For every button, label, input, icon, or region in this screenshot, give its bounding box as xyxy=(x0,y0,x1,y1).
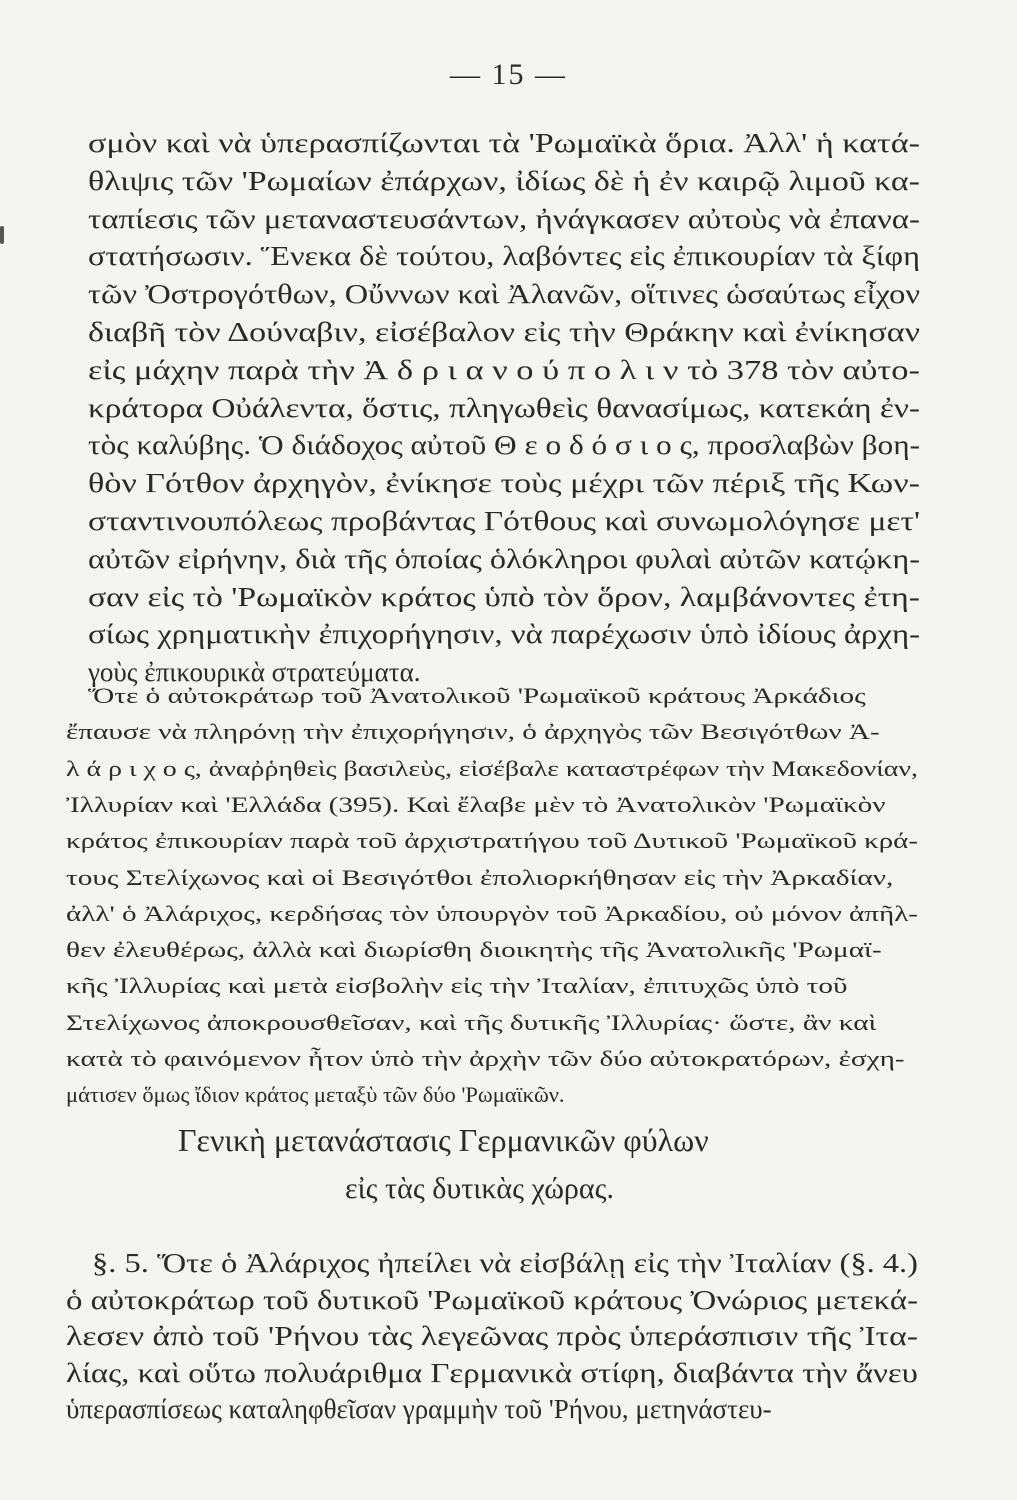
para1-line: ταπίεσις τῶν μεταναστευσάντων, ἠνάγκασεν αὐτοὺς νὰ ἐπανα- xyxy=(88,203,920,234)
para1-line: σίως χρηματικὴν ἐπιχορήγησιν, νὰ παρέχωσιν ὑπὸ ἰδίους ἀρχη- xyxy=(88,619,920,650)
para2-line: κῆς Ἰλλυρίας καὶ μετὰ εἰσβολὴν εἰς τὴν Ἰταλίαν, ἐπιτυχῶς ὑπὸ τοῦ xyxy=(66,973,848,999)
para1-line: σταντινουπόλεως προβάντας Γότθους καὶ συνωμολόγησε μετ' xyxy=(88,506,920,536)
para1-line: κράτορα Οὐάλεντα, ὅστις, πληγωθεὶς θανασίμως, κατεκάη ἐν- xyxy=(88,392,920,423)
margin-mark xyxy=(0,226,4,244)
para1-line: εἰς μάχην παρὰ τὴν Ἀ δ ρ ι α ν ο ύ π ο λ ι ν τὸ 378 τὸν αὐτο- xyxy=(88,354,920,385)
para2-line: Ἰλλυρίαν καὶ 'Ελλάδα (395). Καὶ ἔλαβε μὲν τὸ Ἀνατολικὸν 'Ρωμαϊκὸν xyxy=(66,791,886,817)
section-heading-line-1: Γενικὴ μετανάστασις Γερμανικῶν φύλων xyxy=(178,1122,709,1158)
para1-line: σμὸν καὶ νὰ ὑπερασπίζωνται τὰ 'Ρωμαϊκὰ ὅρια. Ἀλλ' ἡ κατά- xyxy=(88,128,920,158)
para2-line: λ ά ρ ι χ ο ς, ἀναῤῥηθεὶς βασιλεὺς, εἰσέβαλε καταστρέφων τὴν Μακεδονίαν, xyxy=(66,755,918,781)
para1-line: γοὺς ἐπικουρικὰ στρατεύματα. xyxy=(88,657,421,688)
para2-line: Ὅτε ὁ αὐτοκράτωρ τοῦ Ἀνατολικοῦ 'Ρωμαϊκοῦ κράτους Ἀρκάδιος xyxy=(88,683,866,708)
para1-line: τῶν Ὀστρογότθων, Οὔννων καὶ Ἀλανῶν, οἵτινες ὡσαύτως εἶχον xyxy=(88,279,920,310)
para1-line: διαβῆ τὸν Δούναβιν, εἰσέβαλον εἰς τὴν Θράκην καὶ ἐνίκησαν xyxy=(88,317,920,347)
para3-line: ὑπερασπίσεως καταληφθεῖσαν γραμμὴν τοῦ 'Ρήνου, μετηνάστευ- xyxy=(66,1394,772,1424)
para2-line: θεν ἐλευθέρως, ἀλλὰ καὶ διωρίσθη διοικητὴς τῆς Ἀνατολικῆς 'Ρωμαϊ- xyxy=(66,937,882,963)
para2-line: μάτισεν ὅμως ἴδιον κράτος μεταξὺ τῶν δύο 'Ρωμαϊκῶν. xyxy=(66,1082,565,1108)
para1-line: αὐτῶν εἰρήνην, διὰ τῆς ὁποίας ὁλόκληροι φυλαὶ αὐτῶν κατῴκη- xyxy=(88,543,920,574)
para3-line: §. 5. Ὅτε ὁ Ἀλάριχος ἠπείλει νὰ εἰσβάλῃ εἰς τὴν Ἰταλίαν (§. 4.) xyxy=(92,1248,919,1278)
para3-line: λίας, καὶ οὕτω πολυάριθμα Γερμανικὰ στίφη, διαβάντα τὴν ἄνευ xyxy=(66,1357,918,1388)
page-number: — 15 — xyxy=(450,58,567,91)
para1-line: θὸν Γότθον ἀρχηγὸν, ἐνίκησε τοὺς μέχρι τῶν πέριξ τῆς Κων- xyxy=(88,468,920,499)
para3-line: λεσεν ἀπὸ τοῦ 'Ρήνου τὰς λεγεῶνας πρὸς ὑπεράσπισιν τῆς Ἰτα- xyxy=(66,1321,918,1351)
section-heading-line-2: εἰς τὰς δυτικὰς χώρας. xyxy=(345,1172,615,1205)
para1-line: τὸς καλύβης. Ὁ διάδοχος αὐτοῦ Θ ε ο δ ό σ ι ο ς, προσλαβὼν βοη- xyxy=(88,430,920,461)
para1-line: στατήσωσιν. Ἕνεκα δὲ τούτου, λαβόντες εἰς ἐπικουρίαν τὰ ξίφη xyxy=(88,241,920,272)
para2-line: Στελίχωνος ἀποκρουσθεῖσαν, καὶ τῆς δυτικῆς Ἰλλυρίας· ὥστε, ἂν καὶ xyxy=(66,1009,877,1035)
para2-line: κράτος ἐπικουρίαν παρὰ τοῦ ἀρχιστρατήγου τοῦ Δυτικοῦ 'Ρωμαϊκοῦ κρά- xyxy=(66,828,918,854)
para3-line: ὁ αὐτοκράτωρ τοῦ δυτικοῦ 'Ρωμαϊκοῦ κράτους Ὀνώριος μετεκά- xyxy=(66,1284,918,1315)
para2-line: τους Στελίχωνος καὶ οἱ Βεσιγότθοι ἐπολιορκήθησαν εἰς τὴν Ἀρκαδίαν, xyxy=(66,864,894,890)
para2-line: κατὰ τὸ φαινόμενον ἦτον ὑπὸ τὴν ἀρχὴν τῶν δύο αὐτοκρατόρων, ἐσχη- xyxy=(66,1046,905,1071)
para2-line: ἔπαυσε νὰ πληρόνῃ τὴν ἐπιχορήγησιν, ὁ ἀρχηγὸς τῶν Βεσιγότθων Ἀ- xyxy=(66,719,880,745)
para2-line: ἀλλ' ὁ Ἀλάριχος, κερδήσας τὸν ὑπουργὸν τοῦ Ἀρκαδίου, οὐ μόνον ἀπῆλ- xyxy=(66,900,918,926)
para1-line: σαν εἰς τὸ 'Ρωμαϊκὸν κράτος ὑπὸ τὸν ὅρον, λαμβάνοντες ἐτη- xyxy=(88,581,921,612)
para1-line: θλιψις τῶν 'Ρωμαίων ἐπάρχων, ἰδίως δὲ ἡ ἐν καιρῷ λιμοῦ κα- xyxy=(88,165,920,196)
